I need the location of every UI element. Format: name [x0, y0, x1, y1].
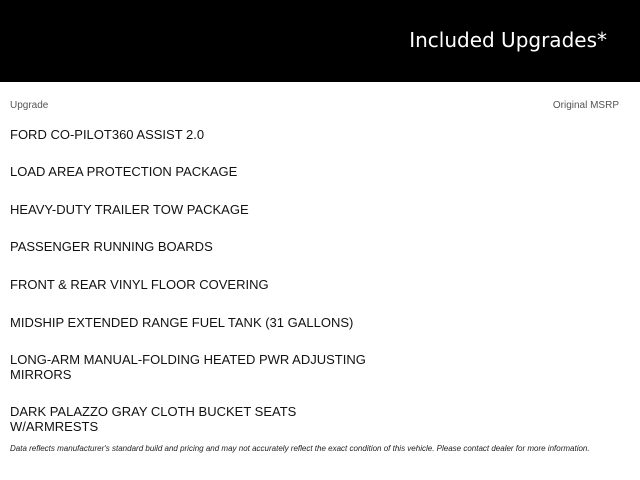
page-title: Included Upgrades*: [409, 28, 607, 52]
column-header-upgrade: Upgrade: [10, 100, 49, 111]
upgrade-name: MIDSHIP EXTENDED RANGE FUEL TANK (31 GALLONS): [10, 315, 354, 330]
upgrade-name: HEAVY-DUTY TRAILER TOW PACKAGE: [10, 202, 249, 217]
upgrade-name: PASSENGER RUNNING BOARDS: [10, 239, 213, 254]
column-header-original-msrp: Original MSRP: [552, 100, 619, 111]
upgrade-name: LONG-ARM MANUAL-FOLDING HEATED PWR ADJUSTING MIRRORS: [10, 352, 366, 382]
upgrade-name: FORD CO-PILOT360 ASSIST 2.0: [10, 127, 205, 142]
header-banner: [0, 0, 640, 82]
disclaimer-text: Data reflects manufacturer's standard build and pricing and may not accurately reflect the exact condition of this vehicle. Please contact dealer for more information.: [10, 444, 590, 453]
upgrade-name: LOAD AREA PROTECTION PACKAGE: [10, 164, 238, 179]
upgrade-name: FRONT & REAR VINYL FLOOR COVERING: [10, 277, 269, 292]
upgrade-name: DARK PALAZZO GRAY CLOTH BUCKET SEATS W/ARMRESTS: [10, 404, 297, 434]
